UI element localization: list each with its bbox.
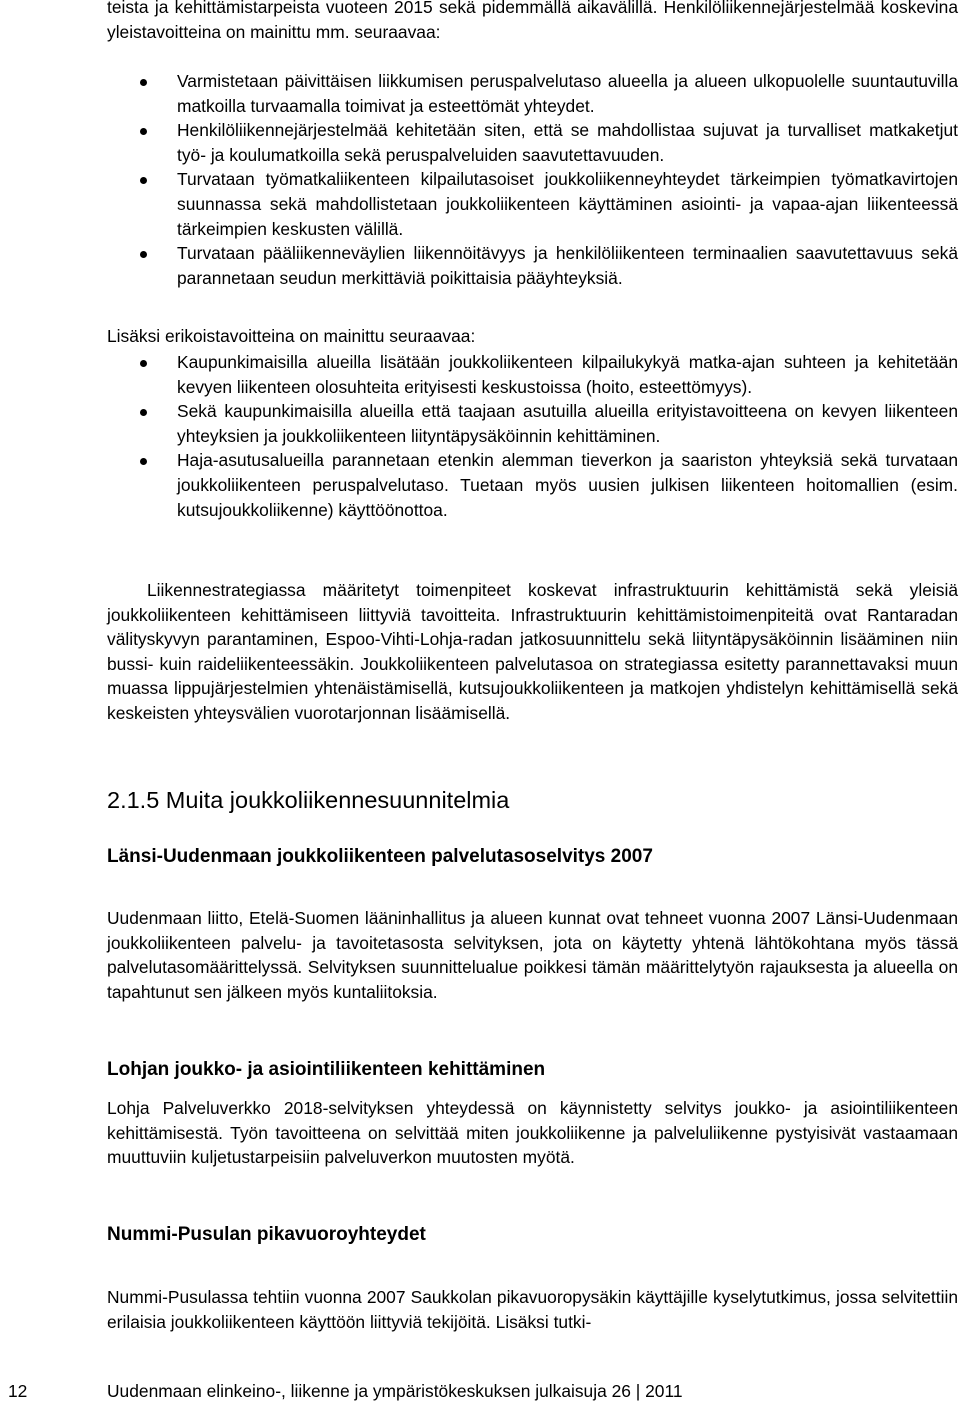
bullet-icon [140,458,147,465]
subsection-heading: Länsi-Uudenmaan joukkoliikenteen palvelutasoselvitys 2007 [107,846,653,867]
list-item: Haja-asutusalueilla parannetaan etenkin alemman tieverkon ja saariston yhteyksiä sekä turvataan joukkoliikenteen peruspalvelutaso. Tuetaan myös uusien julkisen liikenteen hoitomallien (esim. kutsujoukkoliikenne) käyttöönottoa. [107,448,958,522]
bullet-icon [140,128,147,135]
list-item: Kaupunkimaisilla alueilla lisätään joukkoliikenteen kilpailukykyä matka-ajan suhteen ja kehitetään kevyen liikenteen olosuhteita erityisesti keskustoissa (hoito, esteettömyys). [107,350,958,399]
special-goals-list [107,350,958,522]
intro-paragraph: teista ja kehittämistarpeista vuoteen 2015 sekä pidemmällä aikavälillä. Henkilöliikennejärjestelmää koskevina yleistavoitteina on mainittu mm. seuraavaa: [107,0,958,42]
special-goals-intro: Lisäksi erikoistavoitteina on mainittu seuraavaa: [107,326,476,346]
strategy-paragraph: Liikennestrategiassa määritetyt toimenpiteet koskevat infrastruktuurin kehittämistä sekä yleisiä joukkoliikenteen kehittämiseen liittyviä tavoitteita. Infrastruktuurin kehittämistoimenpiteitä ovat Rantaradan välityskyvyn parantaminen, Espoo-Vihti-Lohja-radan jatkosuunnittelu sekä liityntäpysäköinnin lisääminen niin bussi- kuin raideliikenteessäkin. Joukkoliikenteen palvelutasoa on strategiassa esitetty parannettavaksi muun muassa lippujärjestelmien yhtenäistämisellä, kutsujoukkoliikenteen ja matkojen yhdistelyn kehittämisellä sekä keskeisten yhteysvälien vuorotarjonnan lisäämisellä. [107,580,958,723]
publication-title: Uudenmaan elinkeino-, liikenne ja ympäristökeskuksen julkaisuja 26 | 2011 [107,1381,683,1401]
list-item: Varmistetaan päivittäisen liikkumisen peruspalvelutaso alueella ja alueen ulkopuolelle suuntautuvilla matkoilla turvaamalla toimivat ja esteettömät yhteydet. [107,69,958,118]
bullet-icon [140,251,147,258]
page-footer [0,1379,960,1405]
bullet-icon [140,409,147,416]
subsection-heading: Nummi-Pusulan pikavuoroyhteydet [107,1224,426,1245]
general-goals-list [107,69,958,290]
list-item: Turvataan työmatkaliikenteen kilpailutasoiset joukkoliikenneyhteydet tärkeimpien työmatkavirtojen suunnassa sekä mahdollistetaan joukkoliikenteen käyttäminen asiointi- ja vapaa-ajan liikenteessä tärkeimpien keskusten välillä. [107,167,958,241]
subsection-heading: Lohjan joukko- ja asiointiliikenteen kehittäminen [107,1059,546,1080]
bullet-icon [140,79,147,86]
page-number: 12 [8,1381,28,1401]
subsection-paragraph: Nummi-Pusulassa tehtiin vuonna 2007 Saukkolan pikavuoropysäkin käyttäjille kyselytutkimus, jossa selvitettiin erilaisia joukkoliikenteen käyttöön liittyviä tekijöitä. Lisäksi tutki- [107,1287,958,1332]
subsection-paragraph: Lohja Palveluverkko 2018-selvityksen yhteydessä on käynnistetty selvitys joukko- ja asiointiliikenteen kehittämisestä. Työn tavoitteena on selvittää miten joukkoliikenne ja palveluliikenne pystyisivät vastaamaan muuttuviin kuljetustarpeisiin palveluverkon muutosten myötä. [107,1098,958,1168]
section-heading: 2.1.5 Muita joukkoliikennesuunnitelmia [107,787,510,813]
subsection-paragraph: Uudenmaan liitto, Etelä-Suomen lääninhallitus ja alueen kunnat ovat tehneet vuonna 2007 Länsi-Uudenmaan joukkoliikenteen palvelu- ja tavoitetasosta selvityksen, jota on käytetty yhtenä lähtökohtana myös tässä palvelutasomäärittelyssä. Selvityksen suunnittelualue poikkesi tämän määrittelytyön rajauksesta ja alueella on tapahtunut sen jälkeen myös kuntaliitoksia. [107,908,958,1002]
list-item: Henkilöliikennejärjestelmää kehitetään siten, että se mahdollistaa sujuvat ja turvalliset matkaketjut työ- ja koulumatkoilla sekä peruspalveluiden saavutettavuuden. [107,118,958,167]
bullet-icon [140,177,147,184]
list-item: Sekä kaupunkimaisilla alueilla että taajaan asutuilla alueilla erityistavoitteena on kevyen liikenteen yhteyksien ja joukkoliikenteen liityntäpysäköinnin kehittäminen. [107,399,958,448]
list-item: Turvataan pääliikenneväylien liikennöitävyys ja henkilöliikenteen terminaalien saavutettavuus sekä parannetaan seudun merkittäviä poikittaisia pääyhteyksiä. [107,241,958,290]
bullet-icon [140,360,147,367]
